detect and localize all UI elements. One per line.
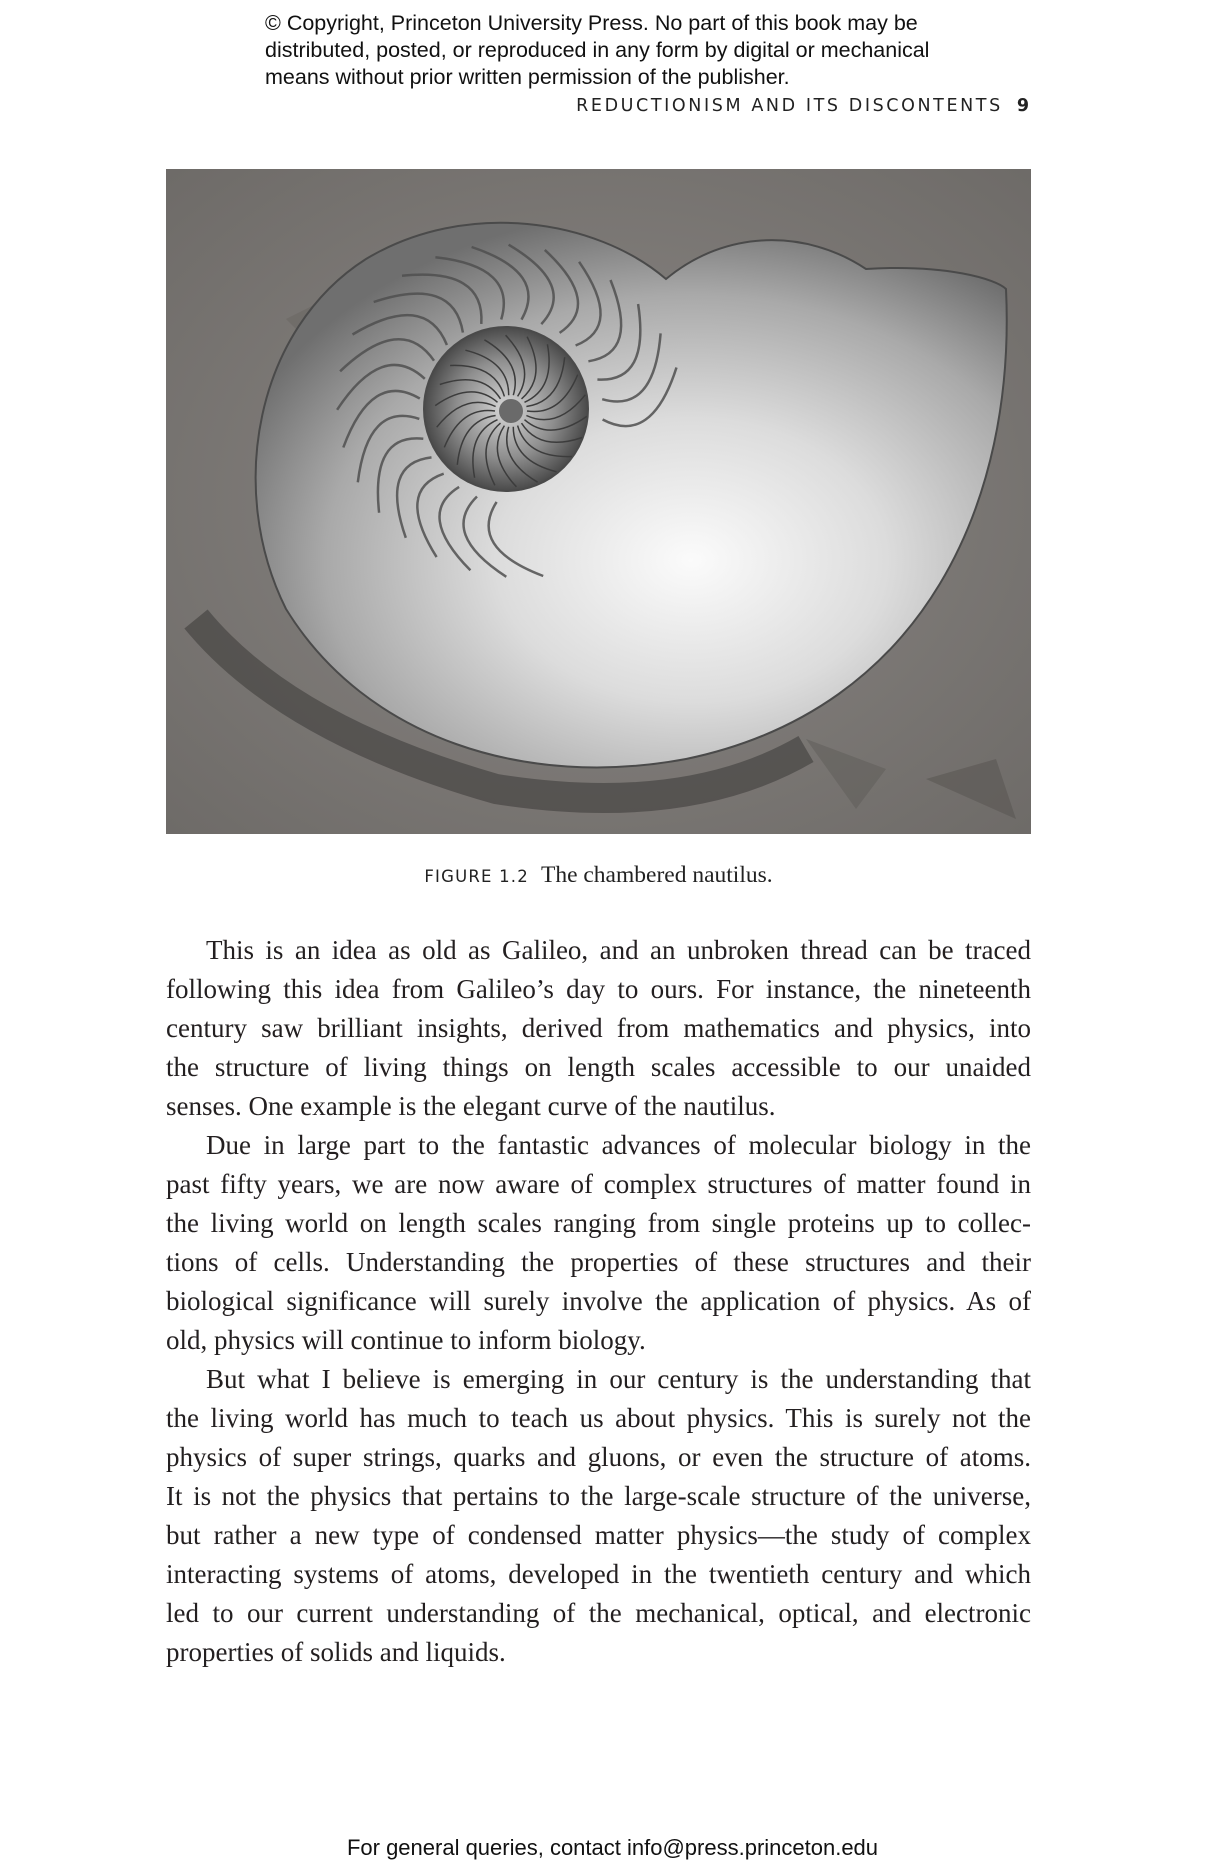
nautilus-shell-image <box>166 169 1031 834</box>
text-line: century saw brilliant insights, derived from mathematics and physics, into <box>166 1013 1031 1043</box>
page-number: 9 <box>1016 96 1029 116</box>
copyright-line: © Copyright, Princeton University Press. No part of this book may be <box>265 11 918 35</box>
nautilus-figure <box>166 169 1031 834</box>
paragraph <box>166 931 1031 1126</box>
text-line: the living world has much to teach us about physics. This is surely not the <box>166 1403 1031 1433</box>
footer-contact: For general queries, contact info@press.princeton.edu <box>346 1835 879 1860</box>
paragraph <box>166 1126 1031 1360</box>
text-line: senses. One example is the elegant curve of the nautilus. <box>166 1091 776 1121</box>
text-line: But what I believe is emerging in our century is the understanding that <box>206 1364 1031 1394</box>
text-line: It is not the physics that pertains to the large-scale structure of the universe, <box>166 1481 1031 1511</box>
text-line: interacting systems of atoms, developed in the twentieth century and which <box>166 1559 1031 1589</box>
text-line: past fifty years, we are now aware of complex structures of matter found in <box>166 1169 1031 1199</box>
text-line: but rather a new type of condensed matter physics—the study of complex <box>166 1520 1031 1550</box>
text-line: tions of cells. Understanding the properties of these structures and their <box>166 1247 1031 1277</box>
text-line: the structure of living things on length scales accessible to our unaided <box>166 1052 1031 1082</box>
copyright-notice <box>265 10 1025 91</box>
paragraph <box>166 1360 1031 1672</box>
text-line: biological significance will surely involve the application of physics. As of <box>166 1286 1031 1316</box>
copyright-line: means without prior written permission of the publisher. <box>265 65 790 89</box>
running-head <box>380 96 1029 116</box>
text-line: properties of solids and liquids. <box>166 1637 506 1667</box>
text-line: led to our current understanding of the mechanical, optical, and electronic <box>166 1598 1031 1628</box>
figure-label: FIGURE 1.2 <box>424 867 529 886</box>
running-head-title: REDUCTIONISM AND ITS DISCONTENTS <box>576 96 1003 116</box>
text-line: following this idea from Galileo’s day to ours. For instance, the nineteenth <box>166 974 1031 1004</box>
figure-caption <box>166 862 1031 889</box>
text-line: physics of super strings, quarks and gluons, or even the structure of atoms. <box>166 1442 1031 1472</box>
text-line: the living world on length scales ranging from single proteins up to collec- <box>166 1208 1031 1238</box>
text-line: old, physics will continue to inform biology. <box>166 1325 646 1355</box>
copyright-line: distributed, posted, or reproduced in any form by digital or mechanical <box>265 38 930 62</box>
body-text <box>166 931 1031 1672</box>
text-line: This is an idea as old as Galileo, and an unbroken thread can be traced <box>206 935 1031 965</box>
figure-caption-text: The chambered nautilus. <box>540 862 773 888</box>
text-line: Due in large part to the fantastic advances of molecular biology in the <box>206 1130 1031 1160</box>
